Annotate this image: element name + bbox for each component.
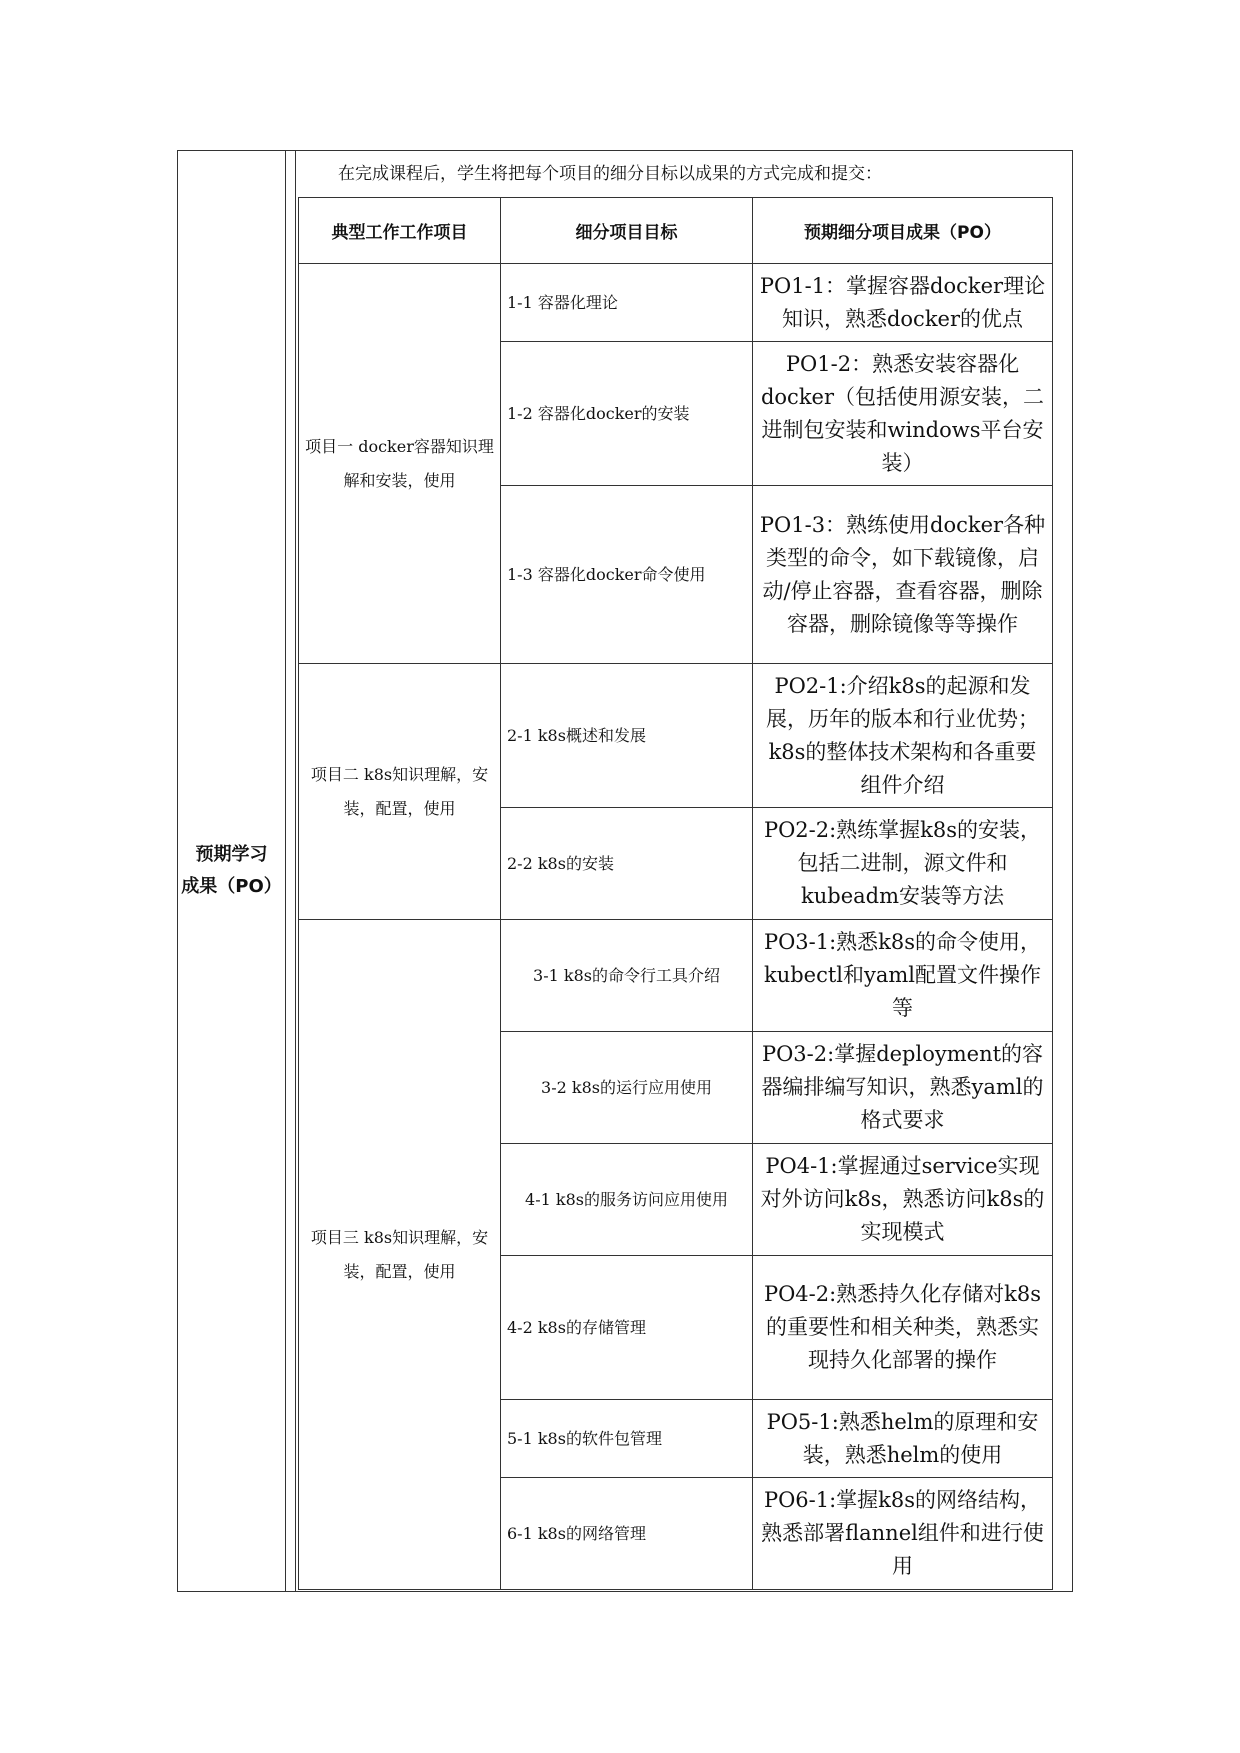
outcome-cell: PO5-1:熟悉helm的原理和安装，熟悉helm的使用 [753, 1400, 1053, 1478]
goal-cell: 3-2 k8s的运行应用使用 [501, 1032, 753, 1144]
outcome-cell: PO2-1:介绍k8s的起源和发展，历年的版本和行业优势；k8s的整体技术架构和各重要组件介绍 [753, 664, 1053, 808]
goal-cell: 3-1 k8s的命令行工具介绍 [501, 920, 753, 1032]
goal-cell: 6-1 k8s的网络管理 [501, 1478, 753, 1590]
outcome-cell: PO1-2：熟悉安装容器化docker（包括使用源安装，二进制包安装和windows平台安装） [753, 342, 1053, 486]
goal-cell: 2-1 k8s概述和发展 [501, 664, 753, 808]
outcome-cell: PO1-1：掌握容器docker理论知识，熟悉docker的优点 [753, 264, 1053, 342]
divider [295, 151, 296, 1591]
project-cell: 项目二 k8s知识理解，安装，配置，使用 [299, 664, 501, 920]
header-project: 典型工作工作项目 [299, 198, 501, 264]
goal-cell: 4-2 k8s的存储管理 [501, 1256, 753, 1400]
goal-cell: 1-3 容器化docker命令使用 [501, 486, 753, 664]
outcome-cell: PO3-2:掌握deployment的容器编排编写知识，熟悉yaml的格式要求 [753, 1032, 1053, 1144]
goal-cell: 4-1 k8s的服务访问应用使用 [501, 1144, 753, 1256]
section-label-line-1: 预期学习 [195, 844, 268, 865]
goal-cell: 5-1 k8s的软件包管理 [501, 1400, 753, 1478]
goal-cell: 1-2 容器化docker的安装 [501, 342, 753, 486]
outcome-cell: PO4-2:熟悉持久化存储对k8s的重要性和相关种类，熟悉实现持久化部署的操作 [753, 1256, 1053, 1400]
intro-text: 在完成课程后，学生将把每个项目的细分目标以成果的方式完成和提交： [338, 164, 882, 184]
table-row [299, 664, 1053, 808]
outcome-cell: PO3-1:熟悉k8s的命令使用，kubectl和yaml配置文件操作等 [753, 920, 1053, 1032]
outcome-cell: PO2-2:熟练掌握k8s的安装，包括二进制，源文件和kubeadm安装等方法 [753, 808, 1053, 920]
project-cell: 项目三 k8s知识理解，安装，配置，使用 [299, 920, 501, 1590]
table-header-row [299, 198, 1053, 264]
table-row [299, 264, 1053, 342]
header-goal: 细分项目目标 [501, 198, 753, 264]
header-outcome: 预期细分项目成果（PO） [753, 198, 1053, 264]
goal-cell: 2-2 k8s的安装 [501, 808, 753, 920]
outcome-cell: PO4-1:掌握通过service实现对外访问k8s，熟悉访问k8s的实现模式 [753, 1144, 1053, 1256]
outcomes-section [177, 150, 1073, 1592]
section-label [178, 151, 286, 1591]
outcome-cell: PO1-3：熟练使用docker各种类型的命令，如下载镜像，启动/停止容器，查看容器，删除容器，删除镜像等等操作 [753, 486, 1053, 664]
outcome-cell: PO6-1:掌握k8s的网络结构，熟悉部署flannel组件和进行使用 [753, 1478, 1053, 1590]
outcomes-table [298, 197, 1053, 1590]
project-cell: 项目一 docker容器知识理解和安装，使用 [299, 264, 501, 664]
table-row [299, 920, 1053, 1032]
section-label-line-2: 成果（PO） [181, 876, 282, 897]
goal-cell: 1-1 容器化理论 [501, 264, 753, 342]
